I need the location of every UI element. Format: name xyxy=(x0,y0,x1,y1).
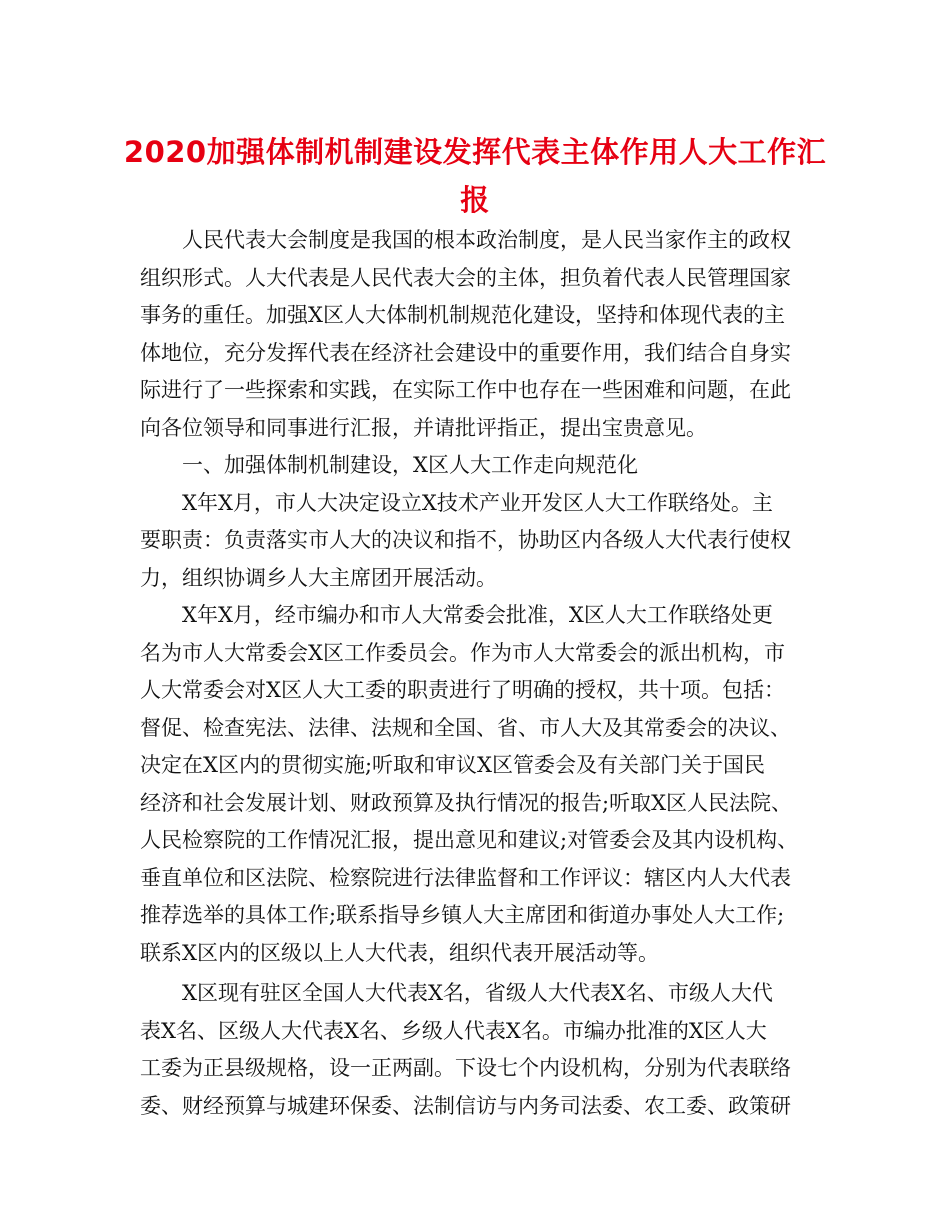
text-line: 人民代表大会制度是我国的根本政治制度，是人民当家作主的政权 xyxy=(182,228,791,252)
text-line: 际进行了一些探索和实践，在实际工作中也存在一些困难和问题，在此 xyxy=(140,378,791,402)
paragraph xyxy=(140,975,820,1125)
paragraph xyxy=(140,597,820,972)
text-line: X年X月，市人大决定设立X技术产业开发区人大工作联络处。主 xyxy=(182,490,773,515)
text-line: 事务的重任。加强X区人大体制机制规范化建设，坚持和体现代表的主 xyxy=(140,303,785,327)
text-line: 工委为正县级规格，设一正两副。下设七个内设机构，分别为代表联络 xyxy=(140,1056,791,1080)
text-line: 推荐选举的具体工作;联系指导乡镇人大主席团和街道办事处人大工作; xyxy=(140,903,785,927)
text-line: 力，组织协调乡人大主席团开展活动。 xyxy=(140,565,497,590)
text-line: 表X名、区级人大代表X名、乡级人代表X名。市编办批准的X区人大 xyxy=(140,1018,767,1043)
paragraph xyxy=(140,485,820,598)
text-line: 人民检察院的工作情况汇报，提出意见和建议;对管委会及其内设机构、 xyxy=(140,828,799,852)
text-line: X区现有驻区全国人大代表X名，省级人大代表X名、市级人大代 xyxy=(182,981,773,1005)
heading-line: 一、加强体制机制建设，X区人大工作走向规范化 xyxy=(182,453,638,477)
section-heading xyxy=(140,447,820,485)
text-line: 人大常委会对X区人大工委的职责进行了明确的授权，共十项。包括： xyxy=(140,678,785,702)
text-line: 经济和社会发展计划、财政预算及执行情况的报告;听取X区人民法院、 xyxy=(140,790,793,815)
document-title xyxy=(100,128,850,224)
text-line: 向各位领导和同事进行汇报，并请批评指正，提出宝贵意见。 xyxy=(140,415,707,440)
text-line: 名为市人大常委会X区工作委员会。作为市人大常委会的派出机构，市 xyxy=(140,640,785,665)
text-line: 委、财经预算与城建环保委、法制信访与内务司法委、农工委、政策研 xyxy=(140,1093,791,1118)
document-body xyxy=(140,222,820,1125)
title-line: 2020加强体制机制建设发挥代表主体作用人大工作汇 xyxy=(123,135,827,169)
text-line: 垂直单位和区法院、检察院进行法律监督和工作评议：辖区内人大代表 xyxy=(140,865,791,890)
text-line: 决定在X区内的贯彻实施;听取和审议X区管委会及有关部门关于国民 xyxy=(140,753,765,777)
text-line: 组织形式。人大代表是人民代表大会的主体，担负着代表人民管理国家 xyxy=(140,265,791,290)
text-line: X年X月，经市编办和市人大常委会批准，X区人大工作联络处更 xyxy=(182,603,773,627)
paragraph-intro xyxy=(140,222,820,447)
text-line: 要职责：负责落实市人大的决议和指不，协助区内各级人大代表行使权 xyxy=(140,528,791,552)
text-line: 联系X区内的区级以上人大代表，组织代表开展活动等。 xyxy=(140,940,659,965)
title-line: 报 xyxy=(460,183,490,217)
text-line: 督促、检查宪法、法律、法规和全国、省、市人大及其常委会的决议、 xyxy=(140,715,791,740)
text-line: 体地位，充分发挥代表在经济社会建设中的重要作用，我们结合自身实 xyxy=(140,340,791,365)
